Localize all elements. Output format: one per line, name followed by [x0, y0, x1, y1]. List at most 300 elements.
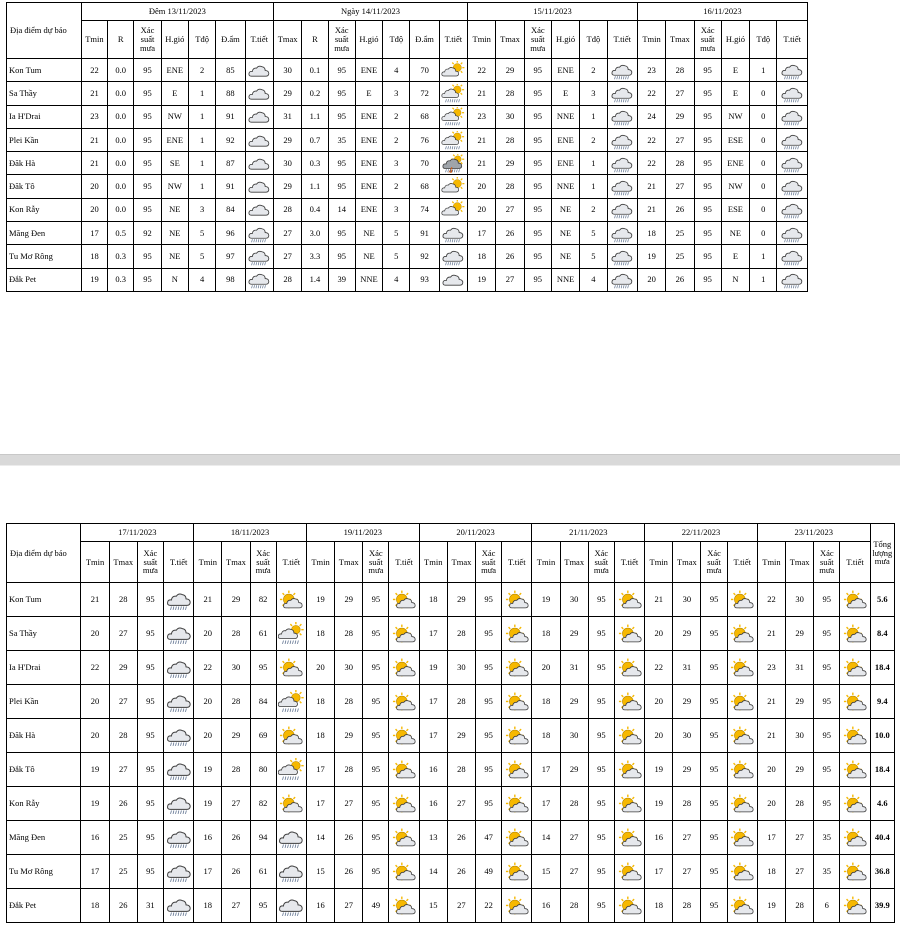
weather-cell [502, 753, 532, 787]
sun-cloud-icon [617, 690, 643, 714]
value-cell: 1 [750, 245, 777, 268]
column-header: Tmax [496, 21, 524, 59]
value-cell: 3.0 [302, 222, 328, 245]
column-header: T.tiết [727, 542, 757, 583]
location-name: Kon Tum [7, 59, 82, 82]
value-cell: 22 [81, 59, 107, 82]
value-cell: ENE [161, 59, 188, 82]
value-cell: 3.3 [302, 245, 328, 268]
value-cell: 29 [673, 617, 701, 651]
weather-cell [502, 889, 532, 923]
column-header: H.gió [551, 21, 579, 59]
sun-rain-icon [278, 622, 304, 646]
value-cell: 95 [814, 651, 840, 685]
sun-cloud-icon [504, 792, 530, 816]
sun-cloud-icon [617, 588, 643, 612]
value-cell: 29 [666, 105, 694, 128]
value-cell: 0.3 [302, 152, 328, 175]
value-cell: 95 [701, 753, 727, 787]
total-rain-value: 18.4 [870, 753, 894, 787]
value-cell: 25 [666, 222, 694, 245]
sun-cloud-icon [504, 826, 530, 850]
value-cell: 2 [188, 59, 215, 82]
value-cell: 95 [137, 583, 163, 617]
value-cell: 0.3 [108, 245, 134, 268]
value-cell: 87 [216, 152, 245, 175]
value-cell: 26 [496, 245, 524, 268]
value-cell: 68 [410, 175, 439, 198]
value-cell: 28 [273, 198, 301, 221]
value-cell: 61 [250, 855, 276, 889]
location-name: Kon Tum [7, 583, 81, 617]
value-cell: 3 [580, 82, 607, 105]
sun-cloud-icon [391, 826, 417, 850]
sun-cloud-icon [842, 656, 868, 680]
column-header: T.tiết [245, 21, 273, 59]
sun-cloud-icon [504, 622, 530, 646]
value-cell: 1 [580, 152, 607, 175]
weather-cell [614, 617, 644, 651]
sun-cloud-icon [842, 690, 868, 714]
sun-cloud-icon [729, 792, 755, 816]
value-cell: 0.7 [302, 128, 328, 151]
value-cell: 20 [637, 268, 665, 291]
value-cell: 26 [109, 889, 137, 923]
value-cell: 21 [757, 617, 785, 651]
value-cell: 28 [560, 787, 588, 821]
value-cell: 18 [637, 222, 665, 245]
value-cell: 2 [580, 128, 607, 151]
column-header: Xác suất mưa [814, 542, 840, 583]
date-header: 19/11/2023 [306, 524, 419, 542]
cloud-rain-icon [610, 177, 634, 196]
location-name: Đắk Pet [7, 268, 82, 291]
column-header: Tmin [757, 542, 785, 583]
value-cell: NE [551, 245, 579, 268]
column-header: Tmin [419, 542, 447, 583]
value-cell: 20 [81, 719, 109, 753]
value-cell: 22 [637, 128, 665, 151]
weather-cell [777, 82, 808, 105]
value-cell: 29 [222, 719, 250, 753]
value-cell: 15 [306, 855, 334, 889]
value-cell: 29 [496, 59, 524, 82]
value-cell: 95 [328, 175, 355, 198]
value-cell: 13 [419, 821, 447, 855]
column-header: Tmax [222, 542, 250, 583]
weather-cell [727, 617, 757, 651]
total-rain-value: 39.9 [870, 889, 894, 923]
value-cell: 1.1 [302, 105, 328, 128]
value-cell: E [355, 82, 382, 105]
weather-cell [245, 198, 273, 221]
weather-cell [276, 821, 306, 855]
weather-cell [276, 787, 306, 821]
value-cell: 27 [447, 787, 475, 821]
value-cell: 91 [216, 175, 245, 198]
value-cell: 84 [250, 685, 276, 719]
cloud-icon [247, 61, 271, 80]
value-cell: 17 [757, 821, 785, 855]
value-cell: 14 [306, 821, 334, 855]
value-cell: NE [355, 222, 382, 245]
value-cell: 18 [306, 719, 334, 753]
value-cell: 23 [757, 651, 785, 685]
column-header: Tđộ [750, 21, 777, 59]
column-header: Xác suất mưa [694, 21, 721, 59]
value-cell: 35 [328, 128, 355, 151]
column-header: Xác suất mưa [701, 542, 727, 583]
value-cell: 95 [134, 152, 161, 175]
value-cell: 14 [532, 821, 560, 855]
value-cell: 95 [363, 583, 389, 617]
value-cell: 28 [786, 889, 814, 923]
weather-cell [245, 59, 273, 82]
table-row [7, 198, 808, 221]
value-cell: 27 [666, 175, 694, 198]
weather-cell [777, 59, 808, 82]
value-cell: 27 [496, 268, 524, 291]
value-cell: 30 [560, 583, 588, 617]
value-cell: 17 [306, 753, 334, 787]
value-cell: 6 [814, 889, 840, 923]
value-cell: 28 [335, 617, 363, 651]
weather-cell [607, 245, 637, 268]
value-cell: 2 [383, 175, 410, 198]
location-name: Đăk Hà [7, 719, 81, 753]
sun-cloud-icon [391, 758, 417, 782]
date-header: 18/11/2023 [194, 524, 307, 542]
weather-cell [439, 245, 467, 268]
cloud-rain-icon [166, 894, 192, 918]
value-cell: 95 [694, 268, 721, 291]
sun-cloud-icon [504, 588, 530, 612]
forecast-table-13-16 [6, 2, 808, 292]
value-cell: 95 [588, 889, 614, 923]
value-cell: 28 [335, 685, 363, 719]
value-cell: 95 [524, 222, 551, 245]
value-cell: NW [161, 105, 188, 128]
value-cell: 19 [81, 753, 109, 787]
value-cell: 21 [81, 82, 107, 105]
value-cell: 95 [134, 59, 161, 82]
sun-cloud-icon [842, 758, 868, 782]
sun-cloud-icon [504, 860, 530, 884]
value-cell: 95 [524, 268, 551, 291]
sun-rain-icon [441, 84, 465, 103]
value-cell: NW [721, 175, 749, 198]
weather-cell [607, 175, 637, 198]
value-cell: 95 [137, 719, 163, 753]
value-cell: 1 [750, 59, 777, 82]
value-cell: 47 [476, 821, 502, 855]
value-cell: 95 [524, 198, 551, 221]
value-cell: 0 [750, 105, 777, 128]
location-name: Kon Rẫy [7, 787, 81, 821]
table-row [7, 617, 895, 651]
table-row [7, 889, 895, 923]
value-cell: 26 [666, 268, 694, 291]
value-cell: 3 [383, 198, 410, 221]
value-cell: 19 [81, 787, 109, 821]
value-cell: NE [551, 198, 579, 221]
value-cell: 20 [81, 198, 107, 221]
value-cell: 27 [786, 821, 814, 855]
sun-rain-icon [278, 690, 304, 714]
weather-cell [840, 617, 870, 651]
table-row [7, 175, 808, 198]
cloud-rain-icon [166, 826, 192, 850]
value-cell: 18 [419, 583, 447, 617]
value-cell: 18 [81, 889, 109, 923]
value-cell: 28 [666, 152, 694, 175]
weather-cell [276, 617, 306, 651]
value-cell: 70 [410, 59, 439, 82]
value-cell: 29 [673, 753, 701, 787]
sun-cloud-icon [729, 656, 755, 680]
value-cell: 95 [134, 82, 161, 105]
value-cell: ENE [551, 59, 579, 82]
table-row [7, 245, 808, 268]
value-cell: 92 [134, 222, 161, 245]
weather-cell [163, 583, 193, 617]
table-row [7, 82, 808, 105]
value-cell: 0 [750, 198, 777, 221]
value-cell: 1.1 [302, 175, 328, 198]
value-cell: 26 [335, 821, 363, 855]
weather-cell [163, 617, 193, 651]
value-cell: NW [721, 105, 749, 128]
weather-cell [245, 105, 273, 128]
sun-cloud-icon [842, 588, 868, 612]
partly-sunny-icon [441, 200, 465, 219]
total-rain-value: 36.8 [870, 855, 894, 889]
date-header: 21/11/2023 [532, 524, 645, 542]
value-cell: 35 [814, 821, 840, 855]
cloud-rain-icon [780, 84, 804, 103]
column-header: Tmin [468, 21, 496, 59]
value-cell: 27 [335, 787, 363, 821]
value-cell: 95 [328, 82, 355, 105]
value-cell: 95 [137, 753, 163, 787]
value-cell: 61 [250, 617, 276, 651]
sun-cloud-icon [842, 792, 868, 816]
value-cell: ENE [551, 152, 579, 175]
sun-cloud-icon [278, 656, 304, 680]
weather-cell [502, 719, 532, 753]
value-cell: ESE [721, 198, 749, 221]
value-cell: 49 [476, 855, 502, 889]
value-cell: 1 [188, 82, 215, 105]
value-cell: 5 [188, 222, 215, 245]
weather-cell [614, 855, 644, 889]
value-cell: 95 [476, 719, 502, 753]
value-cell: 95 [476, 787, 502, 821]
value-cell: 15 [532, 855, 560, 889]
weather-cell [614, 685, 644, 719]
value-cell: 5 [188, 245, 215, 268]
sun-cloud-icon [842, 622, 868, 646]
weather-cell [276, 889, 306, 923]
value-cell: 74 [410, 198, 439, 221]
weather-cell [163, 685, 193, 719]
sun-cloud-icon [391, 724, 417, 748]
value-cell: 17 [306, 787, 334, 821]
column-header: Tmax [109, 542, 137, 583]
value-cell: 21 [637, 175, 665, 198]
value-cell: 28 [666, 59, 694, 82]
value-cell: 95 [524, 59, 551, 82]
value-cell: 30 [222, 651, 250, 685]
column-header: Tđộ [580, 21, 607, 59]
column-header: Tmax [560, 542, 588, 583]
cloud-rain-icon [610, 61, 634, 80]
value-cell: 2 [383, 128, 410, 151]
total-rain-value: 8.4 [870, 617, 894, 651]
value-cell: 20 [81, 617, 109, 651]
value-cell: 20 [645, 719, 673, 753]
value-cell: ENE [355, 105, 382, 128]
value-cell: ENE [355, 152, 382, 175]
value-cell: ENE [355, 128, 382, 151]
value-cell: 19 [194, 753, 222, 787]
sun-cloud-icon [391, 894, 417, 918]
sun-cloud-icon [617, 860, 643, 884]
value-cell: 27 [673, 855, 701, 889]
weather-cell [439, 268, 467, 291]
value-cell: 97 [216, 245, 245, 268]
value-cell: 26 [222, 855, 250, 889]
value-cell: 30 [786, 719, 814, 753]
weather-cell [163, 787, 193, 821]
value-cell: 4 [383, 59, 410, 82]
value-cell: 31 [560, 651, 588, 685]
value-cell: 95 [363, 787, 389, 821]
value-cell: 2 [580, 59, 607, 82]
cloud-rain-icon [610, 154, 634, 173]
value-cell: 30 [447, 651, 475, 685]
value-cell: 5 [580, 245, 607, 268]
value-cell: 21 [81, 583, 109, 617]
location-name: Ia H'Drai [7, 651, 81, 685]
value-cell: 95 [137, 787, 163, 821]
cloud-rain-icon [610, 84, 634, 103]
sun-cloud-icon [729, 690, 755, 714]
value-cell: 0 [750, 82, 777, 105]
value-cell: 21 [757, 685, 785, 719]
sun-cloud-icon [278, 588, 304, 612]
total-rain-value: 18.4 [870, 651, 894, 685]
value-cell: 30 [673, 583, 701, 617]
value-cell: 29 [335, 719, 363, 753]
cloud-rain-icon [780, 224, 804, 243]
value-cell: 5 [580, 222, 607, 245]
value-cell: 29 [560, 753, 588, 787]
value-cell: 0.0 [108, 152, 134, 175]
value-cell: 27 [273, 222, 301, 245]
value-cell: 95 [476, 617, 502, 651]
value-cell: 28 [673, 889, 701, 923]
value-cell: 24 [637, 105, 665, 128]
cloud-rain-icon [441, 247, 465, 266]
value-cell: 0.0 [108, 198, 134, 221]
value-cell: 1 [188, 175, 215, 198]
sun-cloud-icon [391, 588, 417, 612]
value-cell: NE [721, 222, 749, 245]
table-row [7, 719, 895, 753]
value-cell: 39 [328, 268, 355, 291]
value-cell: 95 [814, 617, 840, 651]
value-cell: 1.4 [302, 268, 328, 291]
column-header: Xác suất mưa [250, 542, 276, 583]
value-cell: 95 [328, 245, 355, 268]
weather-cell [439, 105, 467, 128]
value-cell: 16 [194, 821, 222, 855]
value-cell: 80 [250, 753, 276, 787]
weather-cell [163, 753, 193, 787]
value-cell: NE [161, 222, 188, 245]
value-cell: 28 [273, 268, 301, 291]
value-cell: 95 [363, 617, 389, 651]
column-header: T.tiết [276, 542, 306, 583]
value-cell: 27 [673, 821, 701, 855]
value-cell: 16 [81, 821, 109, 855]
weather-cell [245, 128, 273, 151]
value-cell: 0.3 [108, 268, 134, 291]
value-cell: 17 [194, 855, 222, 889]
weather-cell [163, 821, 193, 855]
weather-cell [439, 222, 467, 245]
value-cell: ENE [355, 198, 382, 221]
value-cell: 28 [496, 175, 524, 198]
weather-cell [607, 268, 637, 291]
value-cell: 31 [137, 889, 163, 923]
value-cell: 26 [447, 821, 475, 855]
value-cell: 28 [335, 753, 363, 787]
value-cell: 95 [588, 787, 614, 821]
date-header: 15/11/2023 [468, 3, 638, 21]
cloud-rain-icon [166, 860, 192, 884]
cloud-rain-icon [166, 690, 192, 714]
value-cell: 95 [363, 651, 389, 685]
weather-cell [607, 152, 637, 175]
table-row [7, 753, 895, 787]
date-header: 23/11/2023 [757, 524, 870, 542]
weather-cell [163, 855, 193, 889]
weather-cell [389, 889, 419, 923]
location-name: Măng Đen [7, 222, 82, 245]
value-cell: 29 [273, 128, 301, 151]
weather-cell [727, 821, 757, 855]
value-cell: 68 [410, 105, 439, 128]
value-cell: 82 [250, 583, 276, 617]
cloud-rain-icon [166, 622, 192, 646]
value-cell: 0 [750, 152, 777, 175]
column-header: H.gió [161, 21, 188, 59]
value-cell: ENE [551, 128, 579, 151]
value-cell: 29 [673, 685, 701, 719]
value-cell: 19 [637, 245, 665, 268]
value-cell: 95 [694, 152, 721, 175]
value-cell: 17 [81, 222, 107, 245]
cloud-icon [247, 107, 271, 126]
cloud-icon [247, 131, 271, 150]
value-cell: 95 [588, 651, 614, 685]
total-rain-value: 10.0 [870, 719, 894, 753]
value-cell: 95 [476, 753, 502, 787]
weather-cell [840, 685, 870, 719]
location-name: Tu Mơ Rông [7, 245, 82, 268]
